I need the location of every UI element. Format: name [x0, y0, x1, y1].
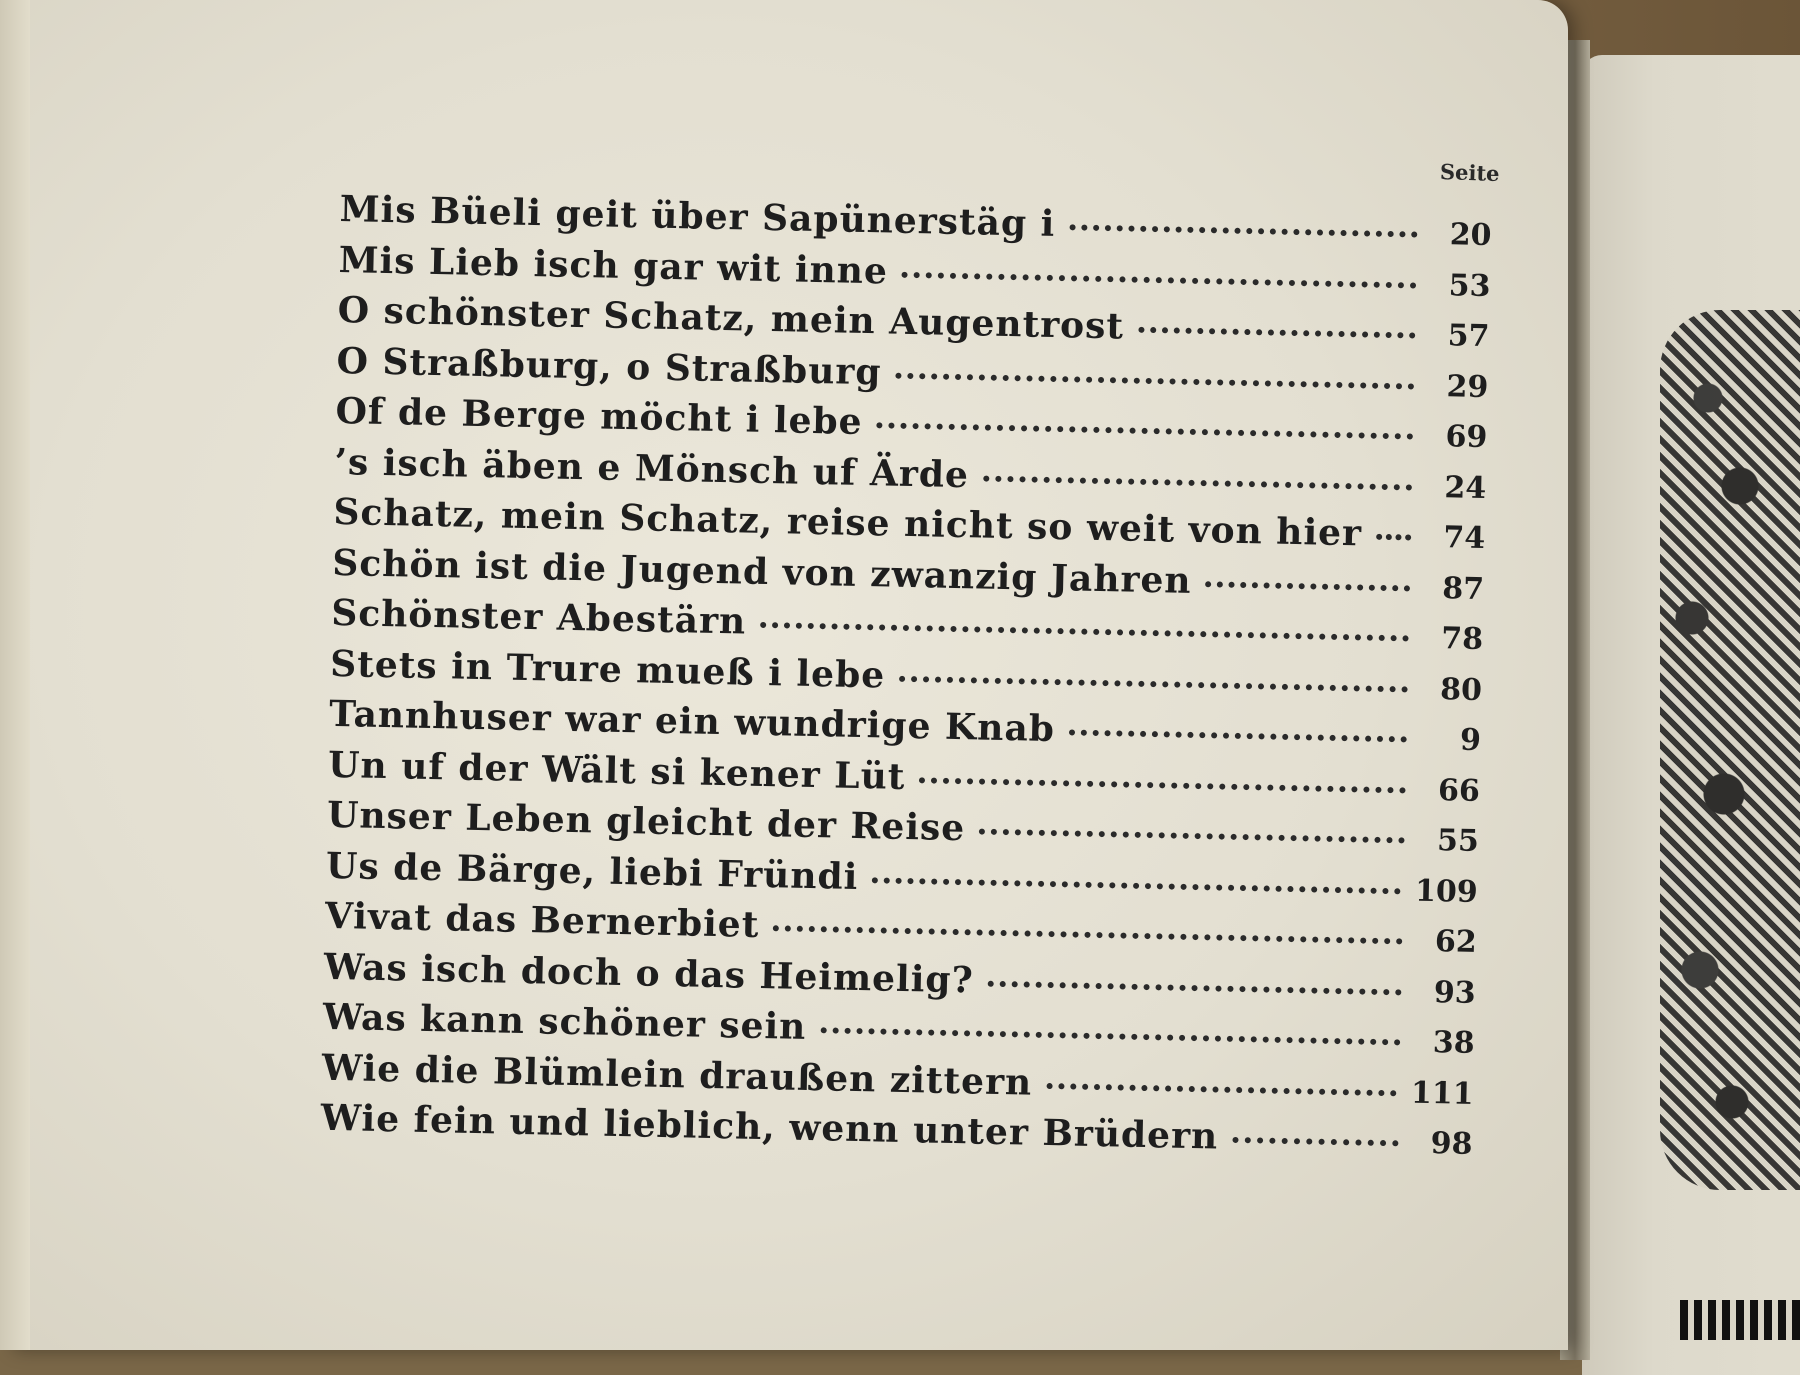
dot-leader: [1138, 327, 1416, 339]
toc-entry-page-number: 9: [1459, 722, 1482, 759]
dot-leader: [773, 925, 1403, 944]
toc-entry-page-number: 69: [1445, 419, 1488, 456]
dot-leader: [1069, 729, 1407, 742]
toc-entry-page-number: 29: [1446, 368, 1489, 405]
toc-entry-title: Mis Büeli geit über Sapünerstäg i: [339, 188, 1056, 245]
toc-entry-page-number: 57: [1447, 318, 1490, 355]
toc-entry-page-number: 78: [1440, 621, 1484, 658]
toc-entry-title: Wie die Blümlein draußen zittern: [321, 1046, 1033, 1104]
toc-entry-title: Schatz, mein Schatz, reise nicht so weit von hier: [333, 490, 1363, 555]
dot-leader: [902, 271, 1417, 288]
dot-leader: [820, 1027, 1400, 1045]
toc-entry-title: Was kann schöner sein: [322, 995, 807, 1048]
toc-entry-page-number: 38: [1432, 1025, 1475, 1061]
toc-entry-title: Us de Bärge, liebi Fründi: [325, 844, 859, 898]
toc-entry-page-number: 66: [1437, 772, 1481, 809]
toc-entry-page-number: 111: [1410, 1075, 1474, 1112]
dot-leader: [1046, 1082, 1397, 1095]
toc-entry-page-number: 55: [1436, 823, 1480, 859]
toc-entry-title: ’s isch äben e Mönsch uf Ärde: [334, 440, 970, 496]
toc-entry-title: O schönster Schatz, mein Augentrost: [337, 288, 1125, 348]
toc-entry-title: Vivat das Bernerbiet: [324, 894, 760, 946]
toc-entry-title: Schön ist die Jugend von zwanzig Jahren: [331, 541, 1193, 602]
dot-leader: [1069, 224, 1417, 237]
page-column-header: Seite: [1439, 158, 1500, 187]
dot-leader: [876, 422, 1413, 439]
dot-leader: [919, 777, 1406, 793]
dot-leader: [899, 675, 1408, 692]
toc-entry-title: Was isch doch o das Heimelig?: [323, 945, 975, 1001]
dot-leader: [979, 829, 1405, 844]
toc-entry-page-number: 62: [1434, 924, 1478, 960]
toc-entry-page-number: 109: [1414, 873, 1479, 910]
music-notation-fragment: [1680, 1300, 1800, 1340]
toc-entry-title: Tannhuser war ein wundrige Knab: [328, 692, 1056, 751]
toc-entry-title: Stets in Trure mueß i lebe: [329, 642, 886, 697]
dot-leader: [760, 622, 1409, 642]
dot-leader: [895, 372, 1414, 389]
toc-entry-page-number: 87: [1441, 570, 1485, 607]
dot-leader: [1205, 581, 1410, 591]
toc-entry-page-number: 53: [1448, 267, 1491, 304]
toc-entry-title: Schönster Abestärn: [330, 591, 747, 643]
dot-leader: [1232, 1137, 1398, 1146]
toc-entry-page-number: 80: [1439, 671, 1483, 708]
toc-entry-title: Mis Lieb isch gar wit inne: [338, 238, 889, 292]
toc-entry-title: Un uf der Wält si kener Lüt: [327, 743, 906, 798]
toc-entry-title: O Straßburg, o Straßburg: [336, 339, 882, 393]
dot-leader: [988, 980, 1402, 995]
dot-leader: [1376, 534, 1411, 541]
toc-entry-title: Wie fein und lieblich, wenn unter Brüdern: [320, 1096, 1219, 1158]
toc-entry-page-number: 98: [1430, 1126, 1473, 1162]
toc-entry-page-number: 20: [1449, 217, 1492, 254]
toc-entry-page-number: 74: [1443, 520, 1486, 557]
woodcut-illustration: [1660, 310, 1800, 1190]
toc-entry-page-number: 93: [1433, 974, 1477, 1011]
toc-entry-title: Of de Berge möcht i lebe: [335, 389, 864, 443]
toc-entry-title: Unser Leben gleicht der Reise: [326, 793, 966, 850]
dot-leader: [983, 475, 1412, 490]
toc-entry-page-number: 24: [1444, 469, 1487, 506]
dot-leader: [872, 877, 1401, 894]
